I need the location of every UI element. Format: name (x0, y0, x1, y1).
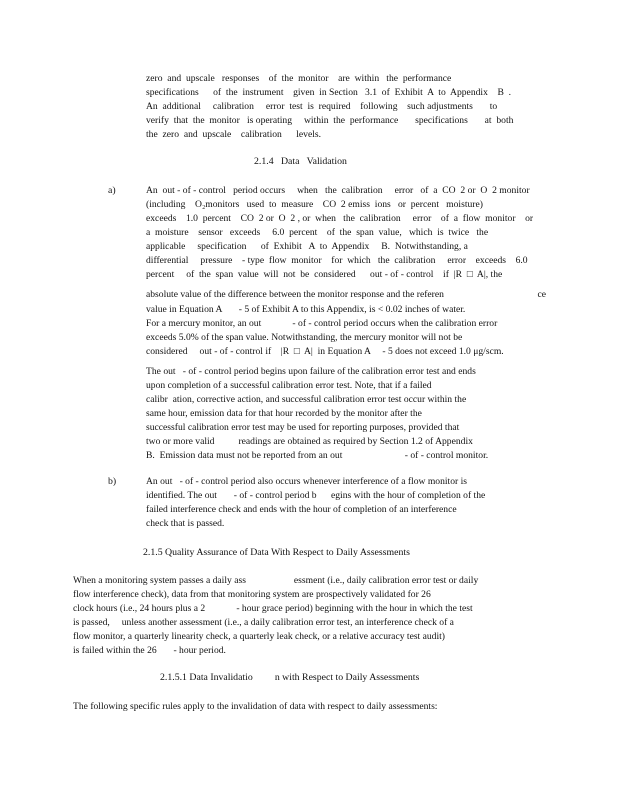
item-a-line: exceeds 5.0% of the span value. Notwithstanding, the mercury monitor will not be (146, 332, 463, 343)
paragraph-line: An additional calibration error test is required following such adjustments to (146, 101, 498, 112)
item-b-line: identified. The out - of - control period b egins with the hour of completion of the (146, 490, 486, 501)
item-a-line: exceeds 1.0 percent CO 2 or O 2 , or when the calibration error of a flow monitor or (146, 213, 534, 224)
item-a-line: value in Equation A - 5 of Exhibit A to this Appendix, is < 0.02 inches of water. (146, 304, 466, 315)
paragraph-line: The following specific rules apply to the invalidation of data with respect to daily assessments: (73, 701, 438, 712)
paragraph-line: zero and upscale responses of the monitor are within the performance (146, 73, 452, 84)
item-a-line: upon completion of a successful calibration error test. Note, that if a failed (146, 380, 432, 391)
paragraph-line: is passed, unless another assessment (i.e., a daily calibration error test, an interference check of a (73, 617, 454, 628)
paragraph-line: When a monitoring system passes a daily ass essment (i.e., daily calibration error test or daily (73, 575, 479, 586)
item-b-line: check that is passed. (146, 518, 225, 529)
item-b-line: An out - of - control period also occurs whenever interference of a flow monitor is (146, 476, 468, 487)
item-a-line: B. Emission data must not be reported from an out - of - control monitor. (146, 450, 489, 461)
item-a-line: applicable specification of Exhibit A to Appendix B. Notwithstanding, a (146, 241, 468, 252)
item-a-line: two or more valid readings are obtained as required by Section 1.2 of Appendix (146, 436, 473, 447)
item-a-line: absolute value of the difference between the monitor response and the referen ce (146, 289, 546, 300)
item-a-line: calibr ation, corrective action, and successful calibration error test occur within the (146, 394, 467, 405)
item-a-line: An out - of - control period occurs when the calibration error of a CO 2 or O 2 monitor (146, 185, 530, 196)
item-b-line: failed interference check and ends with the hour of completion of an interference (146, 504, 457, 515)
item-a-line: a moisture sensor exceeds 6.0 percent of the span value, which is twice the (146, 227, 489, 238)
paragraph-line: flow monitor, a quarterly linearity check, a quarterly leak check, or a relative accuracy test audit) (73, 631, 445, 642)
item-a-line: The out - of - control period begins upon failure of the calibration error test and ends (146, 366, 476, 377)
paragraph-line: verify that the monitor is operating within the performance specifications at both (146, 115, 514, 126)
item-a-line: considered out - of - control if |R □ A| in Equation A - 5 does not exceed 1.0 μg/scm. (146, 346, 504, 357)
item-label: b) (108, 476, 117, 487)
paragraph-line: is failed within the 26 - hour period. (73, 645, 226, 656)
item-a-line: For a mercury monitor, an out - of - control period occurs when the calibration error (146, 318, 498, 329)
item-a-line: successful calibration error test may be used for reporting purposes, provided that (146, 422, 460, 433)
item-label: a) (108, 185, 116, 196)
item-a-line: same hour, emission data for that hour recorded by the monitor after the (146, 408, 422, 419)
section-heading-2-1-5: 2.1.5 Quality Assurance of Data With Respect to Daily Assessments (143, 547, 410, 558)
section-heading-2-1-4: 2.1.4 Data Validation (254, 156, 347, 167)
section-heading-2-1-5-1: 2.1.5.1 Data Invalidatio n with Respect to Daily Assessments (160, 672, 420, 683)
paragraph-line: clock hours (i.e., 24 hours plus a 2 - hour grace period) beginning with the hour in which the test (73, 603, 473, 614)
item-a-line: (including O₂monitors used to measure CO 2 emiss ions or percent moisture) (146, 199, 483, 210)
paragraph-line: specifications of the instrument given in Section 3.1 of Exhibit A to Appendix B . (146, 87, 512, 98)
paragraph-line: the zero and upscale calibration levels. (146, 129, 322, 140)
paragraph-line: flow interference check), data from that monitoring system are prospectively validated for 26 (73, 589, 431, 600)
item-a-line: percent of the span value will not be considered out - of - control if |R □ A|, the (146, 269, 503, 280)
item-a-line: differential pressure - type flow monitor for which the calibration error exceeds 6.0 (146, 255, 528, 266)
